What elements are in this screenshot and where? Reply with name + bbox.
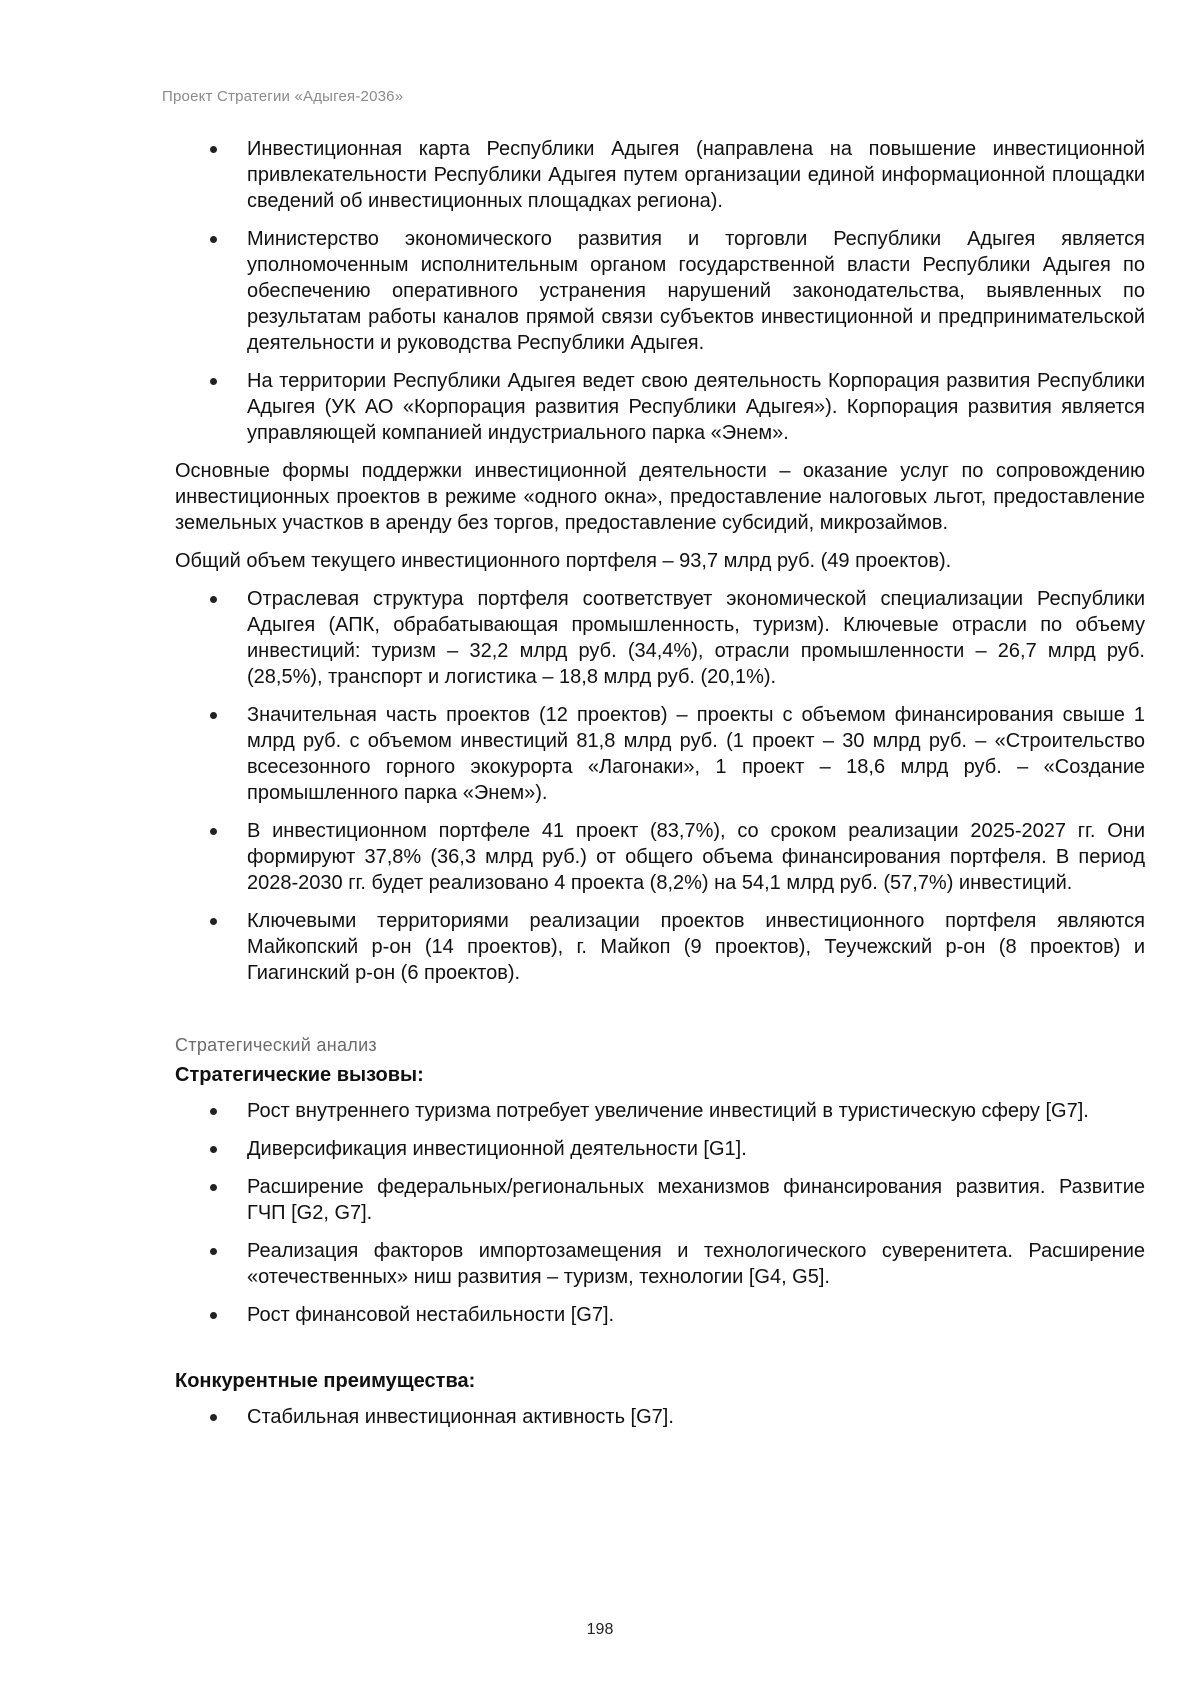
bullet-list-advantages xyxy=(175,1404,1145,1430)
running-header: Проект Стратегии «Адыгея-2036» xyxy=(162,88,404,105)
list-item: Инвестиционная карта Республики Адыгея (направлена на повышение инвестиционной привлекательности Республики Адыгея путем организации единой информационной площадки сведений об инвестиционных площадках региона). xyxy=(247,138,1145,212)
page-content xyxy=(175,136,1145,1442)
list-item: Расширение федеральных/региональных механизмов финансирования развития. Развитие ГЧП [G2, G7]. xyxy=(247,1176,1145,1224)
bullet-list-portfolio xyxy=(175,586,1145,986)
list-item: Отраслевая структура портфеля соответствует экономической специализации Республики Адыгея (АПК, обрабатывающая промышленность, туризм). Ключевые отрасли по объему инвестиций: туризм – 32,2 млрд руб. (34,4%), отрасли промышленности – 26,7 млрд руб. (28,5%), транспорт и логистика – 18,8 млрд руб. (20,1%). xyxy=(247,588,1145,688)
section-title: Стратегический анализ xyxy=(175,1035,377,1055)
list-item: Стабильная инвестиционная активность [G7]. xyxy=(247,1404,1145,1430)
list-item: Диверсификация инвестиционной деятельности [G1]. xyxy=(247,1136,1145,1162)
advantages-heading: Конкурентные преимущества: xyxy=(175,1370,476,1392)
list-item: Реализация факторов импортозамещения и технологического суверенитета. Расширение «отечественных» ниш развития – туризм, технологии [G4, G5]. xyxy=(247,1240,1145,1288)
list-item: В инвестиционном портфеле 41 проект (83,7%), со сроком реализации 2025-2027 гг. Они формируют 37,8% (36,3 млрд руб.) от общего объема финансирования портфеля. В период 2028-2030 гг. будет реализовано 4 проекта (8,2%) на 54,1 млрд руб. (57,7%) инвестиций. xyxy=(247,820,1145,894)
page-number: 198 xyxy=(586,1621,614,1638)
paragraph-support-forms: Основные формы поддержки инвестиционной деятельности – оказание услуг по сопровождению инвестиционных проектов в режиме «одного окна», предоставление налоговых льгот, предоставление земельных участков в аренду без торгов, предоставление субсидий, микрозаймов. xyxy=(175,460,1145,534)
list-item: Рост внутреннего туризма потребует увеличение инвестиций в туристическую сферу [G7]. xyxy=(247,1098,1145,1124)
paragraph-portfolio-volume: Общий объем текущего инвестиционного портфеля – 93,7 млрд руб. (49 проектов). xyxy=(175,550,952,572)
challenges-heading: Стратегические вызовы: xyxy=(175,1064,424,1086)
bullet-list-support-tools xyxy=(175,136,1145,446)
list-item: Ключевыми территориями реализации проектов инвестиционного портфеля являются Майкопский р-он (14 проектов), г. Майкоп (9 проектов), Теучежский р-он (8 проектов) и Гиагинский р-он (6 проектов). xyxy=(247,910,1145,984)
list-item: Рост финансовой нестабильности [G7]. xyxy=(247,1302,1145,1328)
list-item: На территории Республики Адыгея ведет свою деятельность Корпорация развития Республики Адыгея (УК АО «Корпорация развития Республики Адыгея»). Корпорация развития является управляющей компанией индустриального парка «Энем». xyxy=(247,370,1145,444)
list-item: Министерство экономического развития и торговли Республики Адыгея является уполномоченным исполнительным органом государственной власти Республики Адыгея по обеспечению оперативного устранения нарушений законодательства, выявленных по результатам работы каналов прямой связи субъектов инвестиционной и предпринимательской деятельности и руководства Республики Адыгея. xyxy=(247,228,1145,354)
bullet-list-challenges xyxy=(175,1098,1145,1328)
list-item: Значительная часть проектов (12 проектов) – проекты с объемом финансирования свыше 1 млрд руб. с объемом инвестиций 81,8 млрд руб. (1 проект – 30 млрд руб. – «Строительство всесезонного горного экокурорта «Лагонаки», 1 проект – 18,6 млрд руб. – «Создание промышленного парка «Энем»). xyxy=(247,704,1145,804)
